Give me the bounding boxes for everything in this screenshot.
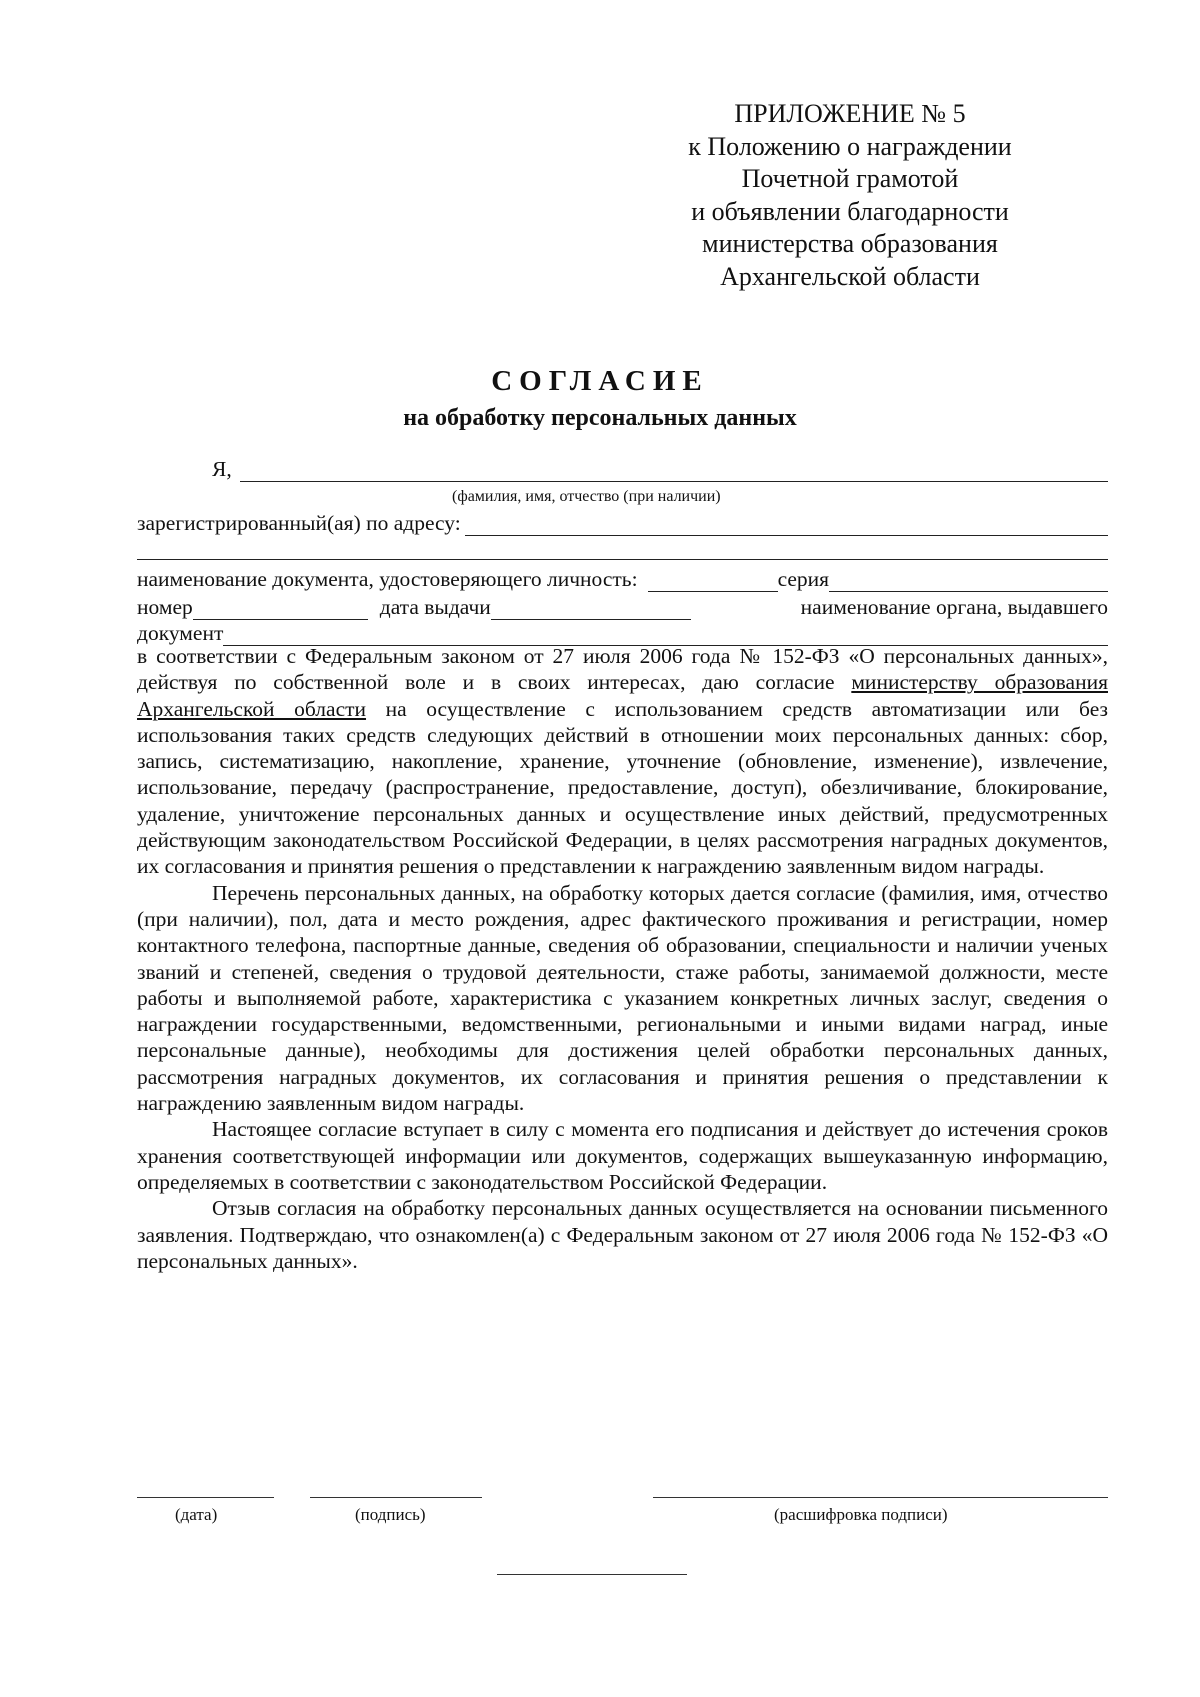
id-document-row <box>137 564 1108 592</box>
doc-name-field[interactable] <box>648 571 778 592</box>
series-field[interactable] <box>829 571 1108 592</box>
closing-rule <box>497 1574 687 1575</box>
ministry-name: министерству образования Архангельской области <box>137 670 1108 721</box>
issue-date-label: дата выдачи <box>379 595 491 619</box>
issue-date-field[interactable] <box>491 599 691 620</box>
decoding-line[interactable] <box>653 1497 1108 1498</box>
paragraph-1: в соответствии с Федеральным законом от 27 июля 2006 года № 152-ФЗ «О персональных данных», действуя по собственной воле и в своих интересах, даю согласие министерству образования Архангельской области на осуществление с использованием средств автоматизации или без использования таких средств следующих действий в отношении моих персональных данных: сбор, запись, систематизацию, накопление, хранение, уточнение (обновление, изменение), извлечение, использование, передачу (распространение, предоставление, доступ), обезличивание, блокирование, удаление, уничтожение персональных данных и осуществление иных действий, предусмотренных действующим законодательством Российской Федерации, в целях рассмотрения наградных документов, их согласования и принятия решения о представлении к награждению заявленным видом награды. <box>137 644 1108 879</box>
appendix-line: министерства образования <box>702 229 998 258</box>
series-label: серия <box>777 567 830 591</box>
appendix-line: ПРИЛОЖЕНИЕ № 5 <box>734 99 966 128</box>
paragraph-2: Перечень персональных данных, на обработку которых дается согласие (фамилия, имя, отчество (при наличии), пол, дата и место рождения, адрес фактического проживания и регистрации, номер контактного телефона, паспортные данные, сведения об образовании, специальности и наличии ученых званий и степеней, сведения о трудовой деятельности, стаже работы, занимаемой должности, месте работы и выполняемой работе, характеристика с указанием конкретных личных заслуг, сведения о награждении государственными, ведомственными, региональными и иными видами наград, иные персональные данные), необходимы для достижения целей обработки персональных данных, рассмотрения наградных документов, их согласования и принятия решения о представлении к награждению заявленным видом награды. <box>137 880 1108 1116</box>
paragraph-3: Настоящее согласие вступает в силу с момента его подписания и действует до истечения сроков хранения соответствующей информации или документов, содержащих вышеуказанную информацию, определяемых в соответствии с законодательством Российской Федерации. <box>137 1117 1108 1194</box>
document-label: документ <box>137 621 224 645</box>
appendix-header <box>630 98 1070 293</box>
appendix-line: Почетной грамотой <box>741 164 959 193</box>
fio-caption: (фамилия, имя, отчество (при наличии) <box>452 488 721 505</box>
date-line[interactable] <box>137 1497 274 1498</box>
signature-line[interactable] <box>310 1497 482 1498</box>
appendix-line: и объявлении благодарности <box>691 196 1009 226</box>
address-label: зарегистрированный(ая) по адресу: <box>137 511 461 535</box>
fio-field[interactable] <box>240 461 1108 482</box>
address-field-continued[interactable] <box>137 539 1108 560</box>
number-field[interactable] <box>193 599 368 620</box>
document-title: СОГЛАСИЕ <box>491 365 709 397</box>
signature-caption: (подпись) <box>355 1505 426 1524</box>
issuer-label: наименование органа, выдавшего <box>800 595 1108 619</box>
date-caption: (дата) <box>175 1505 218 1524</box>
appendix-line: Архангельской области <box>720 261 980 291</box>
decoding-caption: (расшифровка подписи) <box>774 1505 948 1524</box>
doc-name-label: наименование документа, удостоверяющего личность: <box>137 567 638 591</box>
paragraph-4: Отзыв согласия на обработку персональных данных осуществляется на основании письменного заявления. Подтверждаю, что ознакомлен(а) с Федеральным законом от 27 июля 2006 года № 152-ФЗ «О персональных данных». <box>137 1196 1108 1273</box>
document-subtitle: на обработку персональных данных <box>403 405 797 431</box>
number-row <box>137 592 1108 620</box>
i-label: Я, <box>212 457 232 481</box>
consent-body <box>137 643 1108 1274</box>
document-row <box>137 618 1108 646</box>
fio-row <box>137 454 1108 482</box>
number-label: номер <box>137 595 193 619</box>
appendix-line: к Положению о награждении <box>688 131 1012 161</box>
address-row-2 <box>137 532 1108 560</box>
